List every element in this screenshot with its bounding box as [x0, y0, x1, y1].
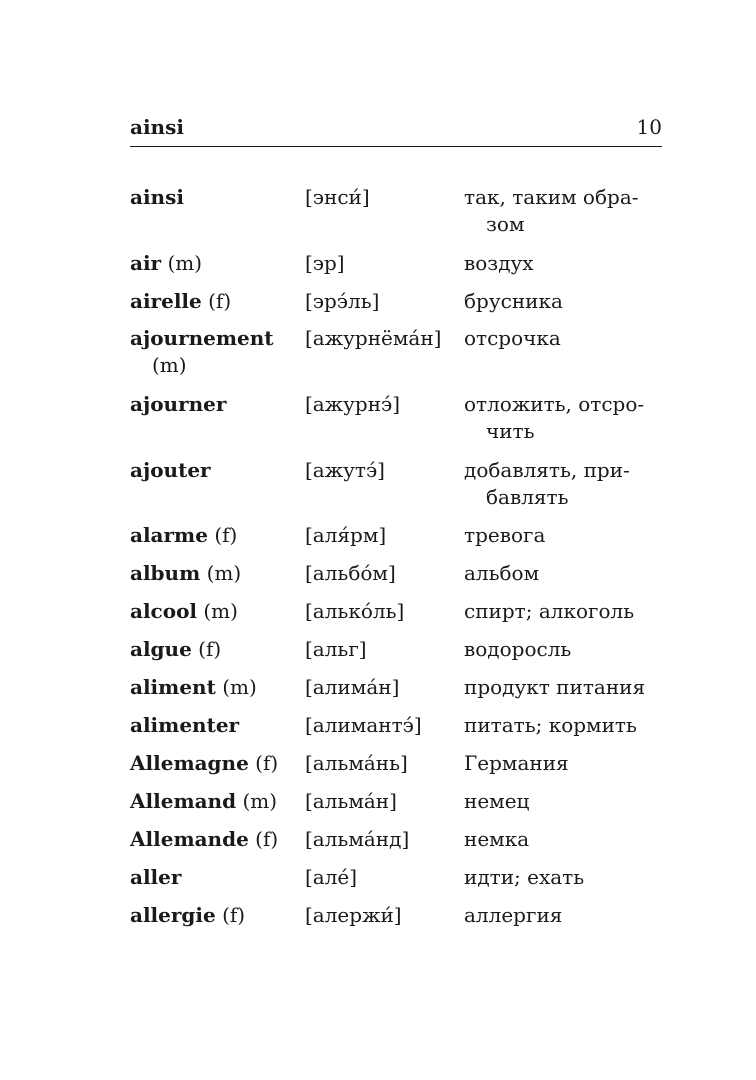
- entry-term: [130, 391, 300, 418]
- running-headword: ainsi: [130, 115, 184, 139]
- page-number: 10: [636, 115, 662, 139]
- entry-word: album: [130, 561, 201, 585]
- entry-translation: [464, 522, 660, 549]
- entry-term: [130, 288, 300, 315]
- entry-word: allergie: [130, 903, 216, 927]
- entry-word: ajourner: [130, 392, 227, 416]
- translation-text: спирт; алкоголь: [464, 599, 635, 623]
- entry-word: algue: [130, 637, 192, 661]
- translation-text: тревога: [464, 523, 546, 547]
- entry-gender: (f): [255, 751, 279, 775]
- entry-word: alcool: [130, 599, 198, 623]
- entry-pronunciation: [эрэ́ль]: [305, 289, 380, 313]
- entry-gender: (f): [214, 523, 238, 547]
- translation-text: Германия: [464, 751, 569, 775]
- entry-word: Allemand: [130, 789, 237, 813]
- entry-word: air: [130, 251, 162, 275]
- translation-text: идти; ехать: [464, 865, 585, 889]
- entry-term: [130, 184, 300, 211]
- running-head: [130, 112, 662, 147]
- translation-text: брусника: [464, 289, 563, 313]
- entry-pronunciation: [энси́]: [305, 185, 370, 209]
- entry-translation: [464, 788, 660, 815]
- entry-term: [130, 250, 300, 277]
- entry-pronunciation: [ажурнэ́]: [305, 392, 401, 416]
- entry-translation: [464, 391, 660, 445]
- entry-translation: [464, 598, 660, 625]
- entry-translation: [464, 712, 660, 739]
- entry-gender: (m): [203, 599, 238, 623]
- entry-translation: [464, 288, 660, 315]
- entry-gender: (m): [167, 251, 203, 275]
- entry-term: [130, 522, 300, 549]
- entry-word: Allemagne: [130, 751, 249, 775]
- translation-text: немка: [464, 827, 530, 851]
- translation-continuation: зом: [486, 212, 525, 236]
- entry-translation: [464, 864, 660, 891]
- entry-pronunciation: [альма́нь]: [305, 751, 408, 775]
- entry-gender: (f): [198, 637, 222, 661]
- entry-word: alimenter: [130, 713, 240, 737]
- entry-pronunciation: [альма́н]: [305, 789, 397, 813]
- entry-translation: [464, 674, 660, 701]
- entry-pronunciation: [эр]: [305, 251, 345, 275]
- entry-translation: [464, 325, 660, 352]
- entry-translation: [464, 826, 660, 853]
- entry-pronunciation: [аля́рм]: [305, 523, 387, 547]
- entry-translation: [464, 560, 660, 587]
- entry-term: [130, 674, 300, 701]
- entry-word: airelle: [130, 289, 202, 313]
- entry-word: aliment: [130, 675, 216, 699]
- entry-pronunciation: [алима́н]: [305, 675, 400, 699]
- entry-word: ajouter: [130, 458, 211, 482]
- entry-pronunciation: [альма́нд]: [305, 827, 410, 851]
- entry-gender-continuation: (m): [152, 353, 187, 377]
- entry-translation: [464, 750, 660, 777]
- translation-text: так, таким обра-: [464, 185, 639, 209]
- translation-text: аллергия: [464, 903, 563, 927]
- entry-translation: [464, 636, 660, 663]
- translation-text: отсрочка: [464, 326, 561, 350]
- entry-term: [130, 560, 300, 587]
- entry-gender: (f): [208, 289, 232, 313]
- translation-text: добавлять, при-: [464, 458, 630, 482]
- entry-term: [130, 457, 300, 484]
- entry-term: [130, 788, 300, 815]
- entry-term: [130, 712, 300, 739]
- entry-translation: [464, 902, 660, 929]
- entry-term: [130, 750, 300, 777]
- entry-term: [130, 636, 300, 663]
- translation-text: немец: [464, 789, 530, 813]
- entry-term: [130, 902, 300, 929]
- entry-term: [130, 325, 300, 379]
- translation-text: отложить, отсро-: [464, 392, 645, 416]
- entry-word: aller: [130, 865, 182, 889]
- entry-pronunciation: [алимантэ́]: [305, 713, 422, 737]
- entry-translation: [464, 184, 660, 238]
- entry-term: [130, 598, 300, 625]
- entry-pronunciation: [ажутэ́]: [305, 458, 385, 482]
- entry-gender: (f): [222, 903, 246, 927]
- translation-text: продукт питания: [464, 675, 646, 699]
- entry-gender: (m): [206, 561, 242, 585]
- entry-gender: (m): [242, 789, 278, 813]
- entry-word: ajournement: [130, 326, 274, 350]
- translation-text: водоросль: [464, 637, 572, 661]
- entry-translation: [464, 457, 660, 511]
- translation-continuation: бавлять: [486, 485, 569, 509]
- entry-pronunciation: [але́]: [305, 865, 358, 889]
- translation-text: альбом: [464, 561, 540, 585]
- entry-pronunciation: [альбо́м]: [305, 561, 396, 585]
- entry-gender: (m): [222, 675, 257, 699]
- entry-pronunciation: [алержи́]: [305, 903, 402, 927]
- translation-text: питать; кормить: [464, 713, 637, 737]
- entry-pronunciation: [ажурнёма́н]: [305, 326, 442, 350]
- entry-translation: [464, 250, 660, 277]
- entry-word: alarme: [130, 523, 208, 547]
- entry-pronunciation: [алько́ль]: [305, 599, 405, 623]
- translation-text: воздух: [464, 251, 534, 275]
- entry-pronunciation: [альг]: [305, 637, 367, 661]
- entry-gender: (f): [255, 827, 279, 851]
- entry-term: [130, 864, 300, 891]
- translation-continuation: чить: [486, 419, 535, 443]
- entry-term: [130, 826, 300, 853]
- entry-word: ainsi: [130, 185, 184, 209]
- entry-word: Allemande: [130, 827, 249, 851]
